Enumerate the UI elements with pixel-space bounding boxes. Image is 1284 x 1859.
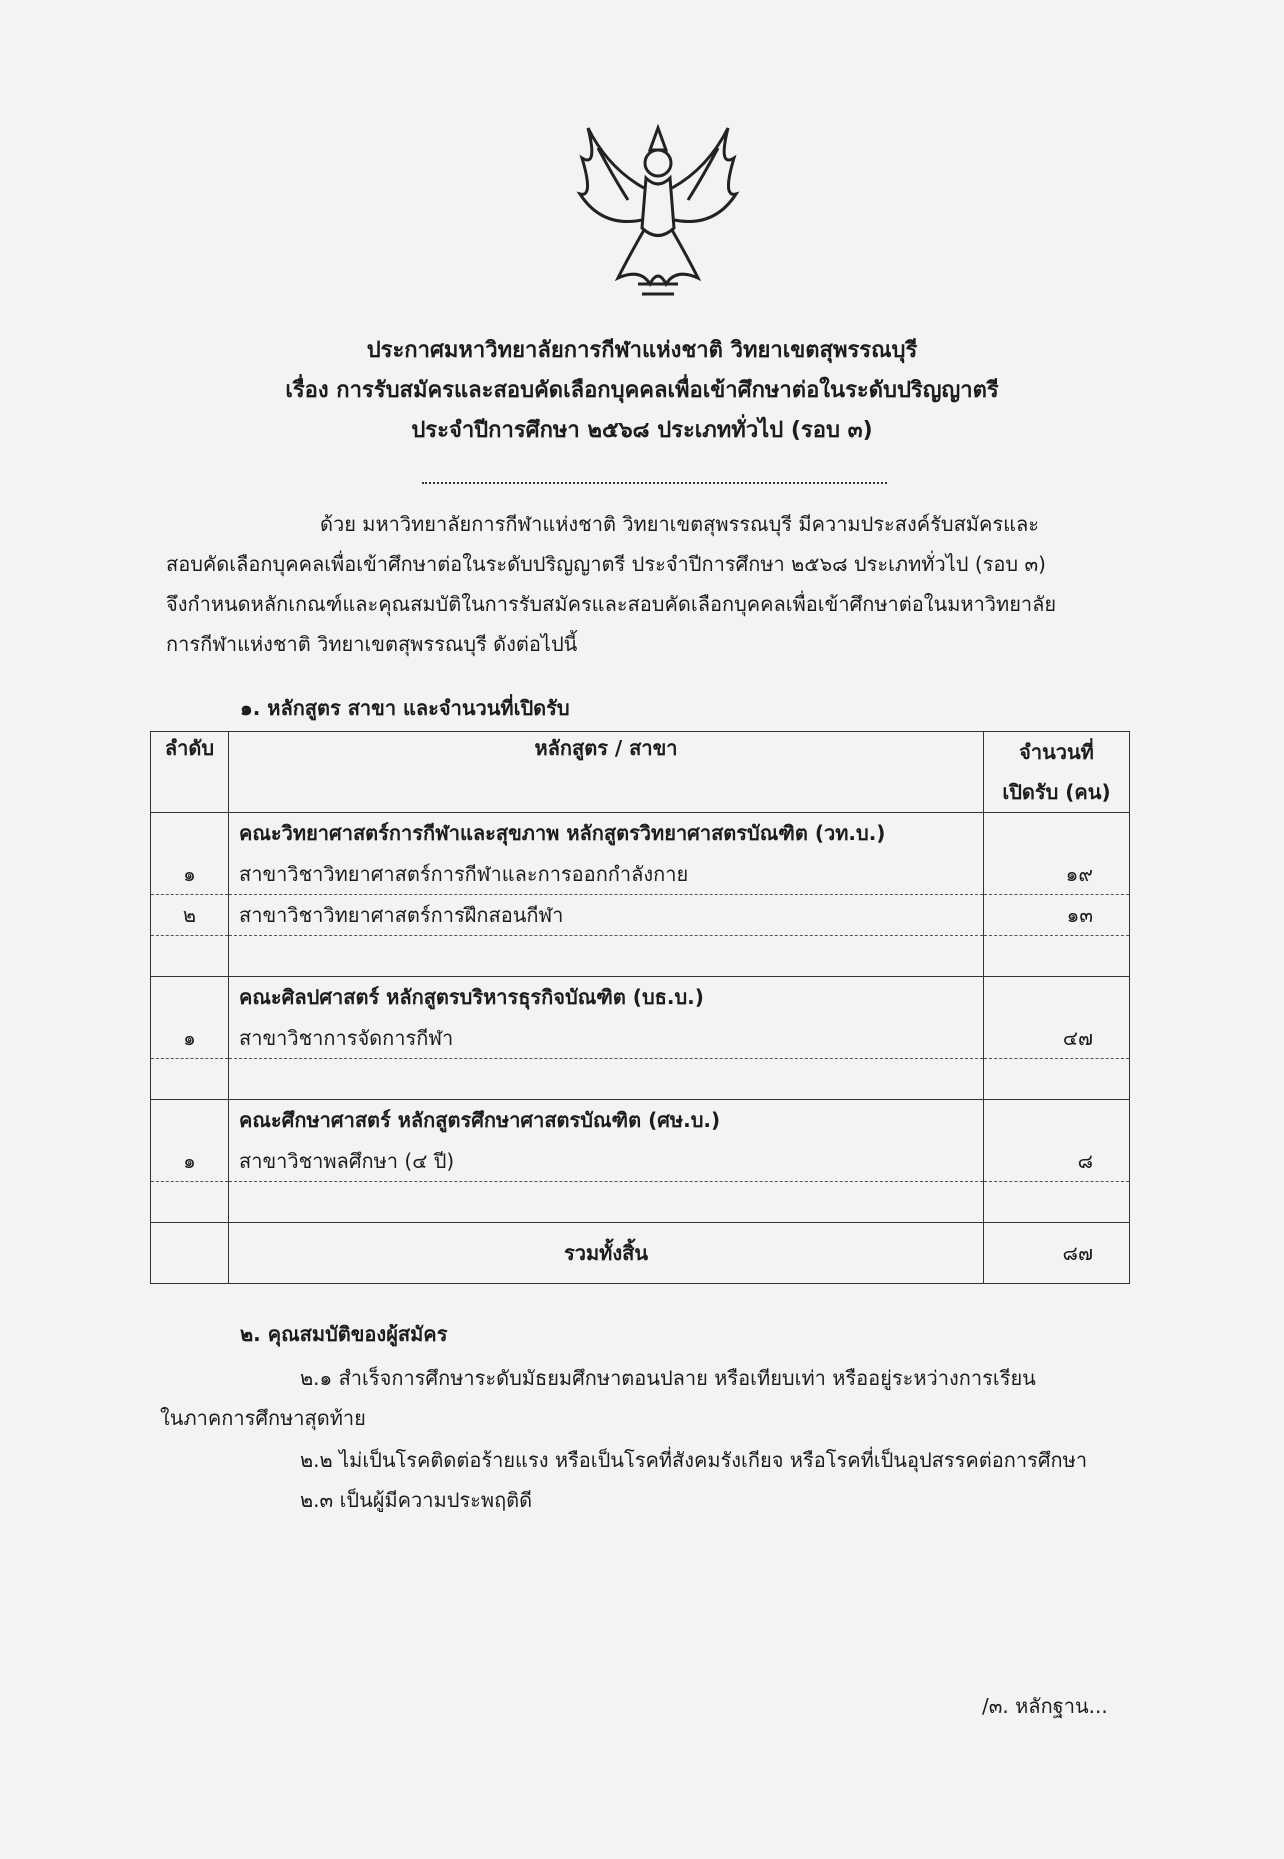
col-count-header-line-2: เปิดรับ (คน) [1002,780,1111,804]
spacer-row [151,1182,1130,1223]
col-count-header [984,732,1130,813]
qualification-2-3: ๒.๓ เป็นผู้มีความประพฤติดี [300,1488,533,1512]
table-header-row [151,732,1130,813]
intro-line-4: การกีฬาแห่งชาติ วิทยาเขตสุพรรณบุรี ดังต่อไปนี้ [166,632,578,656]
major-name: สาขาวิชาวิทยาศาสตร์การกีฬาและการออกกำลังกาย [229,854,984,895]
qualification-2-1-line-1: ๒.๑ สำเร็จการศึกษาระดับมัธยมศึกษาตอนปลาย หรือเทียบเท่า หรืออยู่ระหว่างการเรียน [300,1366,1036,1390]
table-row [151,1141,1130,1182]
col-count-header-line-1: จำนวนที่ [1019,740,1094,764]
spacer-row [151,936,1130,977]
faculty-row [151,813,1130,854]
major-name: สาขาวิชาวิทยาศาสตร์การฝึกสอนกีฬา [229,895,984,936]
col-no-header: ลำดับ [151,732,229,813]
qualification-2-2: ๒.๒ ไม่เป็นโรคติดต่อร้ายแรง หรือเป็นโรคที่สังคมรังเกียจ หรือโรคที่เป็นอุปสรรคต่อการศึกษา [300,1448,1088,1472]
table-row [151,1018,1130,1059]
major-count: ๘ [984,1141,1130,1182]
header-line-1: ประกาศมหาวิทยาลัยการกีฬาแห่งชาติ วิทยาเขตสุพรรณบุรี [366,338,918,363]
table-row [151,854,1130,895]
garuda-emblem [558,108,758,308]
total-label: รวมทั้งสิ้น [229,1223,984,1284]
total-row [151,1223,1130,1284]
faculty-name: คณะศิลปศาสตร์ หลักสูตรบริหารธุรกิจบัณฑิต (บธ.บ.) [229,977,984,1018]
faculty-name: คณะศึกษาศาสตร์ หลักสูตรศึกษาศาสตรบัณฑิต (ศษ.บ.) [229,1100,984,1141]
table-row [151,895,1130,936]
row-no: ๑ [151,1141,229,1182]
intro-line-3: จึงกำหนดหลักเกณฑ์และคุณสมบัติในการรับสมัครและสอบคัดเลือกบุคคลเพื่อเข้าศึกษาต่อในมหาวิทยาลัย [166,592,1057,616]
section-2-title: ๒. คุณสมบัติของผู้สมัคร [240,1322,448,1346]
row-no: ๑ [151,854,229,895]
major-name: สาขาวิชาพลศึกษา (๔ ปี) [229,1141,984,1182]
program-table [150,731,1130,1284]
major-count: ๑๙ [984,854,1130,895]
faculty-row [151,977,1130,1018]
total-value: ๘๗ [984,1223,1130,1284]
faculty-row [151,1100,1130,1141]
header-dotted-rule [422,482,887,484]
spacer-row [151,1059,1130,1100]
col-program-header: หลักสูตร / สาขา [229,732,984,813]
faculty-name: คณะวิทยาศาสตร์การกีฬาและสุขภาพ หลักสูตรวิทยาศาสตรบัณฑิต (วท.บ.) [229,813,984,854]
qualification-2-1-line-2: ในภาคการศึกษาสุดท้าย [160,1406,366,1430]
row-no: ๑ [151,1018,229,1059]
header-line-3: ประจำปีการศึกษา ๒๕๖๘ ประเภททั่วไป (รอบ ๓) [411,418,873,443]
major-count: ๑๓ [984,895,1130,936]
header-line-2: เรื่อง การรับสมัครและสอบคัดเลือกบุคคลเพื่อเข้าศึกษาต่อในระดับปริญญาตรี [285,378,999,403]
major-count: ๔๗ [984,1018,1130,1059]
section-1-title: ๑. หลักสูตร สาขา และจำนวนที่เปิดรับ [240,696,570,720]
continuation-note: /๓. หลักฐาน... [982,1694,1108,1718]
intro-line-1: ด้วย มหาวิทยาลัยการกีฬาแห่งชาติ วิทยาเขตสุพรรณบุรี มีความประสงค์รับสมัครและ [320,512,1039,536]
major-name: สาขาวิชาการจัดการกีฬา [229,1018,984,1059]
row-no: ๒ [151,895,229,936]
intro-line-2: สอบคัดเลือกบุคคลเพื่อเข้าศึกษาต่อในระดับปริญญาตรี ประจำปีการศึกษา ๒๕๖๘ ประเภททั่วไป (รอบ ๓) [166,552,1046,576]
